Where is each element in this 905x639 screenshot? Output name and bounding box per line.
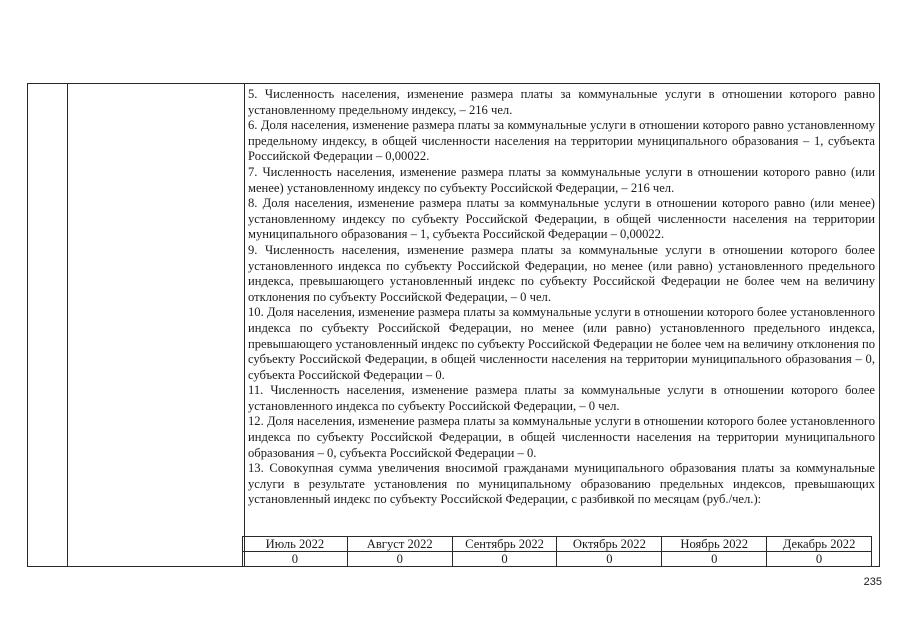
indicator-text-block: [248, 87, 875, 508]
paragraph-9: 9. Численность населения, изменение размера платы за коммунальные услуги в отношении которого более установленного индекса по субъекту Российской Федерации, но менее (или равно) установленного предельного индекса, превышающего установленный индекс по субъекту Российской Федерации не более чем на величину отклонения по субъекту Российской Федерации, – 0 чел.: [248, 242, 875, 304]
paragraph-8: 8. Доля населения, изменение размера платы за коммунальные услуги в отношении которого равно (или менее) установленному индексу по субъекту Российской Федерации, в общей численности населения на территории муниципального образования – 1, субъекта Российской Федерации – 0,00022.: [248, 196, 875, 242]
table-row: [243, 552, 872, 567]
month-value-november: 0: [662, 552, 767, 567]
paragraph-6: 6. Доля населения, изменение размера платы за коммунальные услуги в отношении которого равно установленному предельному индексу, в общей численности населения на территории муниципального образования – 1, субъекта Российской Федерации – 0,00022.: [248, 118, 875, 164]
month-value-september: 0: [452, 552, 557, 567]
month-header-august: Август 2022: [347, 537, 452, 552]
page-number: 235: [863, 576, 882, 588]
paragraph-12: 12. Доля населения, изменение размера платы за коммунальные услуги в отношении которого более установленного индекса по субъекту Российской Федерации, в общей численности населения на территории муниципального образования – 0, субъекта Российской Федерации – 0.: [248, 414, 875, 460]
monthly-amount-table: [242, 536, 872, 567]
column-divider-2: [244, 84, 245, 566]
month-value-july: 0: [243, 552, 348, 567]
column-divider-1: [67, 84, 68, 566]
month-header-september: Сентябрь 2022: [452, 537, 557, 552]
month-header-october: Октябрь 2022: [557, 537, 662, 552]
paragraph-11: 11. Численность населения, изменение размера платы за коммунальные услуги в отношении которого более установленного индекса по субъекту Российской Федерации, – 0 чел.: [248, 383, 875, 413]
table-header-row: [243, 537, 872, 552]
paragraph-5: 5. Численность населения, изменение размера платы за коммунальные услуги в отношении которого равно установленному предельному индексу, – 216 чел.: [248, 87, 875, 117]
paragraph-7: 7. Численность населения, изменение размера платы за коммунальные услуги в отношении которого равно (или менее) установленному индексу по субъекту Российской Федерации, – 216 чел.: [248, 164, 875, 195]
month-value-october: 0: [557, 552, 662, 567]
paragraph-10: 10. Доля населения, изменение размера платы за коммунальные услуги в отношении которого более установленного индекса по субъекту Российской Федерации, но менее (или равно) установленного предельного индекса, превышающего установленный индекс по субъекту Российской Федерации не более чем на величину отклонения по субъекту Российской Федерации, в общей численности населения на территории муниципального образования – 0, субъекта Российской Федерации – 0.: [248, 305, 875, 382]
month-header-november: Ноябрь 2022: [662, 537, 767, 552]
paragraph-13: 13. Совокупная сумма увеличения вносимой гражданами муниципального образования платы за коммунальные услуги в результате установления по муниципальному образованию предельных индексов, превышающих установленный индекс по субъекту Российской Федерации, с разбивкой по месяцам (руб./чел.):: [248, 461, 875, 507]
document-table: [27, 83, 880, 567]
month-header-december: Декабрь 2022: [767, 537, 872, 552]
month-header-july: Июль 2022: [243, 537, 348, 552]
month-value-december: 0: [767, 552, 872, 567]
month-value-august: 0: [347, 552, 452, 567]
